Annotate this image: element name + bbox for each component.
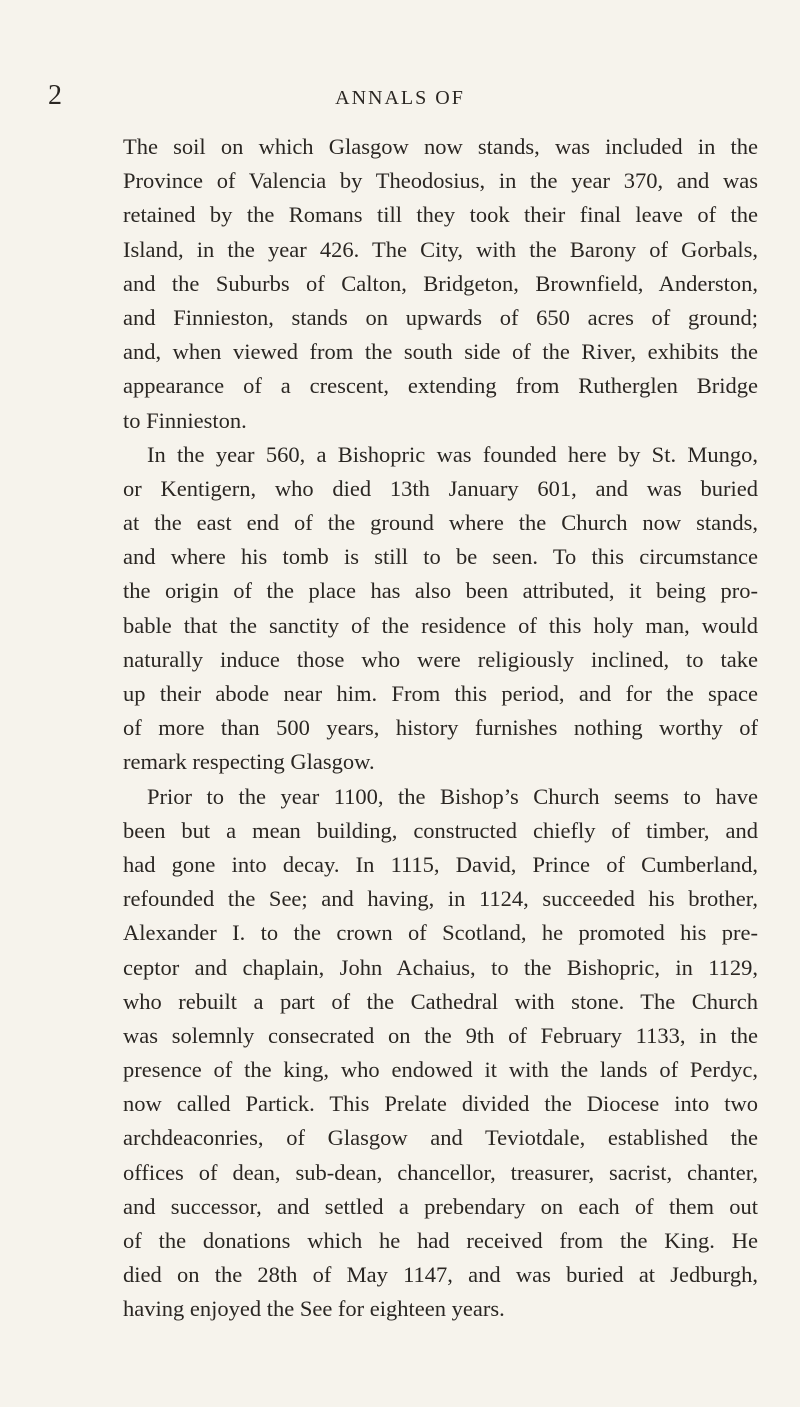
text-line: refounded the See; and having, in 1124, succeeded his brother,: [123, 886, 758, 912]
text-line: remark respecting Glasgow.: [123, 749, 375, 775]
text-line: or Kentigern, who died 13th January 601, and was buried: [123, 475, 758, 501]
text-line: Alexander I. to the crown of Scotland, he promoted his pre-: [123, 920, 758, 946]
text-line: appearance of a crescent, extending from Rutherglen Bridge: [123, 373, 758, 399]
text-line: The soil on which Glasgow now stands, was included in the: [123, 134, 758, 159]
text-line: and the Suburbs of Calton, Bridgeton, Brownfield, Anderston,: [123, 270, 758, 296]
text-line: retained by the Romans till they took their final leave of the: [123, 202, 758, 228]
text-line: and successor, and settled a prebendary on each of them out: [123, 1193, 758, 1219]
text-line: up their abode near him. From this period, and for the space: [123, 681, 758, 706]
text-line: been but a mean building, constructed chiefly of timber, and: [123, 817, 758, 843]
text-line: of more than 500 years, history furnishes nothing worthy of: [123, 715, 758, 741]
text-line: offices of dean, sub-dean, chancellor, treasurer, sacrist, chanter,: [123, 1159, 758, 1185]
text-line: and Finnieston, stands on upwards of 650 acres of ground;: [123, 304, 758, 330]
text-line: to Finnieston.: [123, 407, 247, 433]
paragraph-start-line: Prior to the year 1100, the Bishop’s Church seems to have: [147, 783, 758, 809]
text-line: Province of Valencia by Theodosius, in the year 370, and was: [123, 168, 758, 194]
text-line: and where his tomb is still to be seen. To this circumstance: [123, 544, 758, 570]
text-line: died on the 28th of May 1147, and was buried at Jedburgh,: [123, 1262, 758, 1288]
text-line: the origin of the place has also been attributed, it being pro-: [123, 578, 758, 604]
text-line: archdeaconries, of Glasgow and Teviotdale, established the: [123, 1125, 758, 1151]
text-line: ceptor and chaplain, John Achaius, to the Bishopric, in 1129,: [123, 954, 758, 980]
text-line: of the donations which he had received from the King. He: [123, 1228, 758, 1253]
paragraph-start-line: In the year 560, a Bishopric was founded here by St. Mungo,: [147, 441, 758, 467]
text-line: who rebuilt a part of the Cathedral with stone. The Church: [123, 988, 758, 1014]
text-line: naturally induce those who were religiously inclined, to take: [123, 646, 758, 672]
text-line: had gone into decay. In 1115, David, Prince of Cumberland,: [123, 851, 758, 877]
text-line: having enjoyed the See for eighteen years.: [123, 1296, 505, 1322]
text-line: Island, in the year 426. The City, with the Barony of Gorbals,: [123, 236, 758, 262]
text-line: now called Partick. This Prelate divided the Diocese into two: [123, 1091, 758, 1117]
body-text: [123, 130, 758, 1327]
running-head: ANNALS OF: [335, 87, 465, 109]
text-line: bable that the sanctity of the residence of this holy man, would: [123, 612, 758, 638]
text-line: and, when viewed from the south side of the River, exhibits the: [123, 339, 758, 365]
text-line: was solemnly consecrated on the 9th of February 1133, in the: [123, 1022, 758, 1048]
text-line: at the east end of the ground where the Church now stands,: [123, 510, 758, 536]
text-line: presence of the king, who endowed it with the lands of Perdyc,: [123, 1057, 758, 1083]
page-number: 2: [48, 80, 62, 111]
